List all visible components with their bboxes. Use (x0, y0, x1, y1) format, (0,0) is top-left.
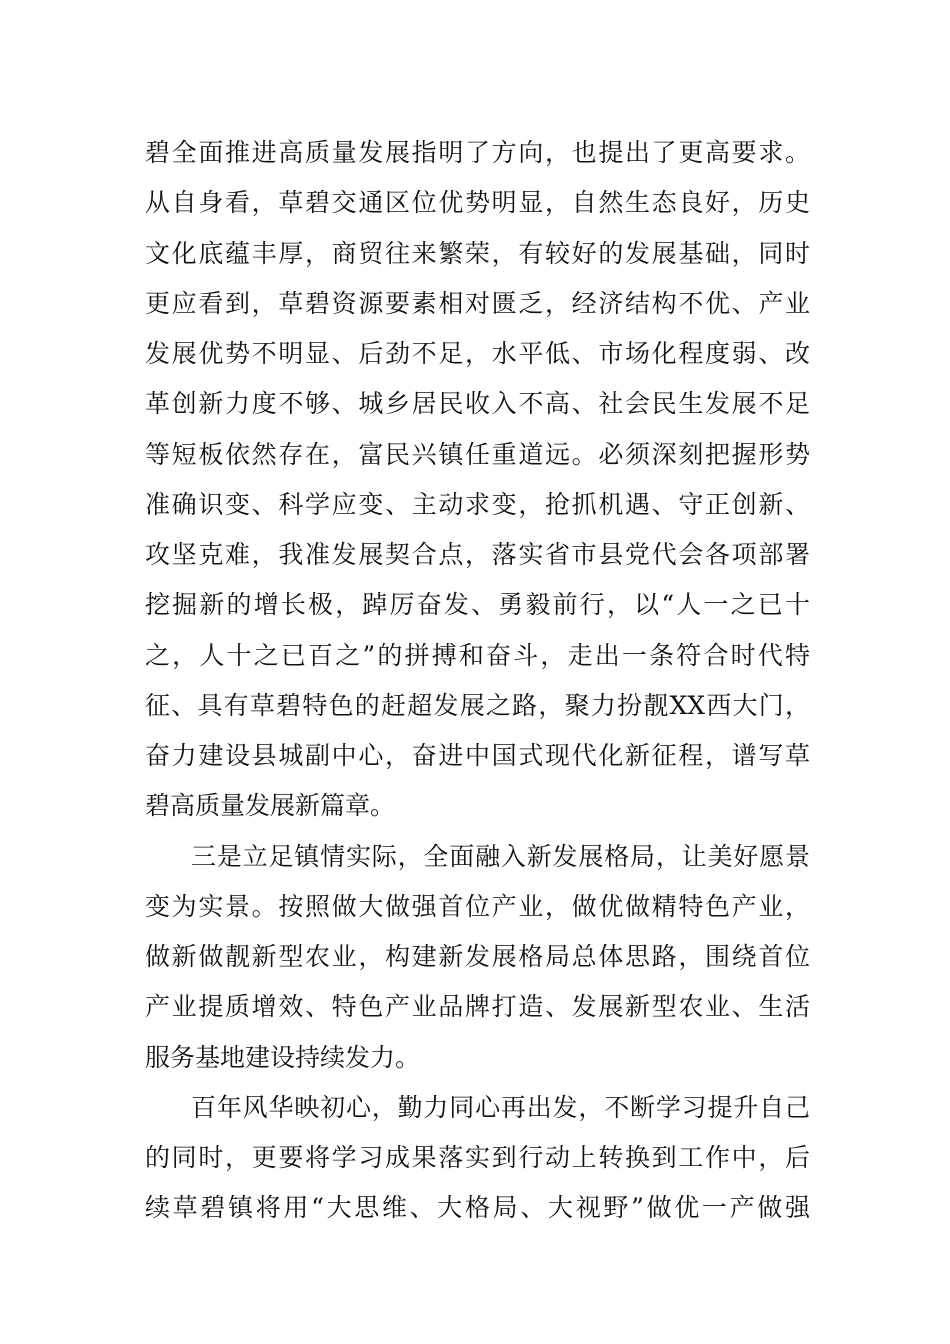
text-line: 奋力建设县城副中心，奋进中国式现代化新征程，谱写草 (145, 741, 810, 770)
text-line: 征、具有草碧特色的赶超发展之路，聚力扮靓XX西大门， (145, 690, 810, 720)
text-line: 碧全面推进高质量发展指明了方向，也提出了更高要求。 (145, 138, 810, 167)
text-line: 攻坚克难，我准发展契合点，落实省市县党代会各项部署 (145, 540, 810, 569)
text-line: 的同时，更要将学习成果落实到行动上转换到工作中，后 (145, 1143, 810, 1172)
text-line: 做新做靓新型农业，构建新发展格局总体思路，围绕首位 (145, 942, 810, 971)
text-line: 产业提质增效、特色产业品牌打造、发展新型农业、生活 (145, 992, 810, 1022)
text-line: 碧高质量发展新篇章。 (145, 791, 396, 821)
text-line: 更应看到，草碧资源要素相对匮乏，经济结构不优、产业 (145, 288, 810, 318)
text-line: 续草碧镇将用“大思维、大格局、大视野”做优一产做强 (145, 1193, 810, 1223)
text-line: 从自身看，草碧交通区位优势明显，自然生态良好，历史 (145, 188, 810, 218)
text-line: 革创新力度不够、城乡居民收入不高、社会民生发展不足 (145, 389, 810, 419)
text-line: 之，人十之已百之”的拼搏和奋斗，走出一条符合时代特 (145, 640, 810, 670)
document-body (145, 128, 810, 1234)
text-line: 文化底蕴丰厚，商贸往来繁荣，有较好的发展基础，同时 (145, 238, 810, 268)
text-line: 等短板依然存在，富民兴镇任重道远。必须深刻把握形势 (145, 439, 810, 469)
text-line: 服务基地建设持续发力。 (145, 1042, 421, 1072)
paragraph-start-line: 百年风华映初心，勤力同心再出发，不断学习提升自己 (191, 1092, 810, 1122)
paragraph-start-line: 三是立足镇情实际，全面融入新发展格局，让美好愿景 (191, 841, 810, 871)
text-line: 挖掘新的增长极，踔厉奋发、勇毅前行，以“人一之已十 (145, 590, 810, 620)
text-line: 准确识变、科学应变、主动求变，抢抓机遇、守正创新、 (145, 489, 810, 519)
text-line: 变为实景。按照做大做强首位产业，做优做精特色产业， (145, 891, 810, 921)
text-line: 发展优势不明显、后劲不足，水平低、市场化程度弱、改 (145, 339, 810, 368)
